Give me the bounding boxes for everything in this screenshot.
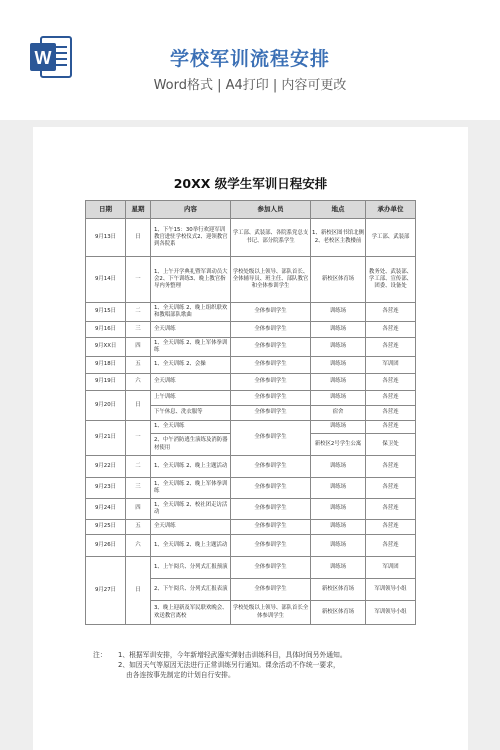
organizer-cell: 军训团 xyxy=(366,357,416,374)
weekday-cell: 一 xyxy=(126,257,151,303)
weekday-cell: 三 xyxy=(126,478,151,499)
location-cell: 宿舍 xyxy=(311,406,366,421)
organizer-cell: 军训团 xyxy=(366,557,416,579)
organizer-cell: 各营连 xyxy=(366,520,416,535)
participants-cell: 全体参训学生 xyxy=(231,557,311,579)
participants-cell: 全体参训学生 xyxy=(231,338,311,357)
weekday-cell: 六 xyxy=(126,535,151,557)
svg-text:W: W xyxy=(34,48,52,68)
location-cell: 新校区2号学生公寓 xyxy=(311,434,366,456)
organizer-cell: 军训领导小组 xyxy=(366,579,416,601)
date-cell: 9月23日 xyxy=(86,478,126,499)
table-row xyxy=(86,374,416,391)
participants-cell: 全体参训学生 xyxy=(231,374,311,391)
date-cell: 9月27日 xyxy=(86,557,126,625)
date-cell: 9月13日 xyxy=(86,219,126,257)
weekday-cell: 二 xyxy=(126,303,151,322)
location-cell: 训练场 xyxy=(311,391,366,406)
table-row xyxy=(86,499,416,520)
content-cell: 1、全天训练 2、晚上主题活动 xyxy=(151,535,231,557)
content-cell: 1、上午开学典礼暨军训动员大会2、下午训练3、晚上教官指导内务整理 xyxy=(151,257,231,303)
content-cell: 1、全天训练 2、晚上主题活动 xyxy=(151,456,231,478)
content-cell: 2、下午阅兵、分列式汇报表演 xyxy=(151,579,231,601)
col-header-date: 日期 xyxy=(86,201,126,219)
date-cell: 9月19日 xyxy=(86,374,126,391)
date-cell: 9月18日 xyxy=(86,357,126,374)
date-cell: 9月22日 xyxy=(86,456,126,478)
page-header xyxy=(0,0,500,120)
table-row xyxy=(86,219,416,257)
table-header-row xyxy=(86,201,416,219)
location-cell: 训练场 xyxy=(311,357,366,374)
content-cell: 全天训练 xyxy=(151,520,231,535)
location-cell: 训练场 xyxy=(311,520,366,535)
organizer-cell: 各营连 xyxy=(366,406,416,421)
date-cell: 9月15日 xyxy=(86,303,126,322)
participants-cell: 全体参训学生 xyxy=(231,406,311,421)
content-cell: 1、全天训练 2、会操 xyxy=(151,357,231,374)
organizer-cell: 各营连 xyxy=(366,535,416,557)
content-cell: 下午休息、洗衣服等 xyxy=(151,406,231,421)
location-cell: 训练场 xyxy=(311,456,366,478)
participants-cell: 全体参训学生 xyxy=(231,579,311,601)
date-cell: 9月XX日 xyxy=(86,338,126,357)
participants-cell: 全体参训学生 xyxy=(231,357,311,374)
weekday-cell: 日 xyxy=(126,391,151,421)
content-cell: 1、全天训练 2、校社团走访活动 xyxy=(151,499,231,520)
table-row xyxy=(86,421,416,434)
col-header-content: 内容 xyxy=(151,201,231,219)
weekday-cell: 日 xyxy=(126,219,151,257)
table-row xyxy=(86,257,416,303)
participants-cell: 学校处级以上领导、部队首长、全体辅导员、班主任、部队教官和全体参训学生 xyxy=(231,257,311,303)
weekday-cell: 日 xyxy=(126,557,151,625)
participants-cell: 学校处级以上领导、部队首长全体参训学生 xyxy=(231,601,311,625)
organizer-cell: 各营连 xyxy=(366,499,416,520)
content-cell: 1、全天训练 2、晚上军体拳训练 xyxy=(151,338,231,357)
document-title: 20XX 级学生军训日程安排 xyxy=(173,176,328,191)
date-cell: 9月20日 xyxy=(86,391,126,421)
weekday-cell: 四 xyxy=(126,338,151,357)
weekday-cell: 四 xyxy=(126,499,151,520)
weekday-cell: 一 xyxy=(126,421,151,456)
col-header-location: 地点 xyxy=(311,201,366,219)
schedule-table xyxy=(85,200,416,625)
date-cell: 9月25日 xyxy=(86,520,126,535)
content-cell: 全天训练 xyxy=(151,322,231,338)
location-cell: 训练场 xyxy=(311,338,366,357)
table-row xyxy=(86,357,416,374)
table-row xyxy=(86,338,416,357)
date-cell: 9月14日 xyxy=(86,257,126,303)
location-cell: 训练场 xyxy=(311,322,366,338)
participants-cell: 全体参训学生 xyxy=(231,322,311,338)
location-cell: 训练场 xyxy=(311,557,366,579)
date-cell: 9月16日 xyxy=(86,322,126,338)
table-row xyxy=(86,478,416,499)
participants-cell: 全体参训学生 xyxy=(231,478,311,499)
content-cell: 1、下午15：30举行欢迎军训教官进驻学校仪式2、迎领教官到各院系 xyxy=(151,219,231,257)
weekday-cell: 三 xyxy=(126,322,151,338)
participants-cell: 全体参训学生 xyxy=(231,535,311,557)
location-cell: 训练场 xyxy=(311,303,366,322)
organizer-cell: 各营连 xyxy=(366,374,416,391)
content-cell: 2、中午消防逃生演练及消防器材使用 xyxy=(151,434,231,456)
content-cell: 1、上午阅兵、分列式汇报预演 xyxy=(151,557,231,579)
organizer-cell: 保卫处 xyxy=(366,434,416,456)
location-cell: 训练场 xyxy=(311,421,366,434)
page-subtitle: Word格式 | A4打印 | 内容可更改 xyxy=(153,78,347,93)
organizer-cell: 各营连 xyxy=(366,303,416,322)
participants-cell: 全体参训学生 xyxy=(231,303,311,322)
notes-section xyxy=(93,650,423,681)
participants-cell: 全体参训学生 xyxy=(231,520,311,535)
content-cell: 上午训练 xyxy=(151,391,231,406)
notes-label: 注： xyxy=(93,651,107,659)
document-page xyxy=(33,127,468,750)
date-cell: 9月24日 xyxy=(86,499,126,520)
table-row xyxy=(86,456,416,478)
participants-cell: 学工部、武装部、各院系党总支书记、部分院系学生 xyxy=(231,219,311,257)
table-row xyxy=(86,303,416,322)
content-cell: 全天训练 xyxy=(151,374,231,391)
location-cell: 新校区体育场 xyxy=(311,579,366,601)
page-title: 学校军训流程安排 xyxy=(169,48,330,70)
participants-cell: 全体参训学生 xyxy=(231,499,311,520)
participants-cell: 全体参训学生 xyxy=(231,421,311,456)
date-cell: 9月26日 xyxy=(86,535,126,557)
organizer-cell: 各营连 xyxy=(366,421,416,434)
organizer-cell: 各营连 xyxy=(366,338,416,357)
table-row xyxy=(86,391,416,406)
participants-cell: 全体参训学生 xyxy=(231,391,311,406)
note-1: 1、根据军训安排，今年新增轻武器实弹射击训练科目，具体时间另外通知。 xyxy=(118,651,347,659)
organizer-cell: 军训领导小组 xyxy=(366,601,416,625)
location-cell: 训练场 xyxy=(311,535,366,557)
location-cell: 训练场 xyxy=(311,374,366,391)
organizer-cell: 各营连 xyxy=(366,456,416,478)
organizer-cell: 教务处、武装部、学工部、宣传部、团委、设备处 xyxy=(366,257,416,303)
content-cell: 1、全天训练 2、晚上军体拳训练 xyxy=(151,478,231,499)
content-cell: 3、晚上迎新及军民联欢晚会、欢送教官离校 xyxy=(151,601,231,625)
col-header-organizer: 承办单位 xyxy=(366,201,416,219)
col-header-weekday: 星期 xyxy=(126,201,151,219)
location-cell: 训练场 xyxy=(311,478,366,499)
location-cell: 1、新校区图书馆北侧2、老校区主教楼前 xyxy=(311,219,366,257)
weekday-cell: 二 xyxy=(126,456,151,478)
table-row xyxy=(86,557,416,579)
content-cell: 1、全天训练 2、晚上组织联欢和教唱部队歌曲 xyxy=(151,303,231,322)
weekday-cell: 五 xyxy=(126,520,151,535)
organizer-cell: 学工部、武装部 xyxy=(366,219,416,257)
location-cell: 新校区体育场 xyxy=(311,257,366,303)
location-cell: 新校区体育场 xyxy=(311,601,366,625)
location-cell: 训练场 xyxy=(311,499,366,520)
participants-cell: 全体参训学生 xyxy=(231,456,311,478)
col-header-participants: 参加人员 xyxy=(231,201,311,219)
table-row xyxy=(86,322,416,338)
note-2: 2、如因天气等原因无法进行正常训练另行通知。课余活动不作统一要求， xyxy=(118,661,340,670)
organizer-cell: 各营连 xyxy=(366,478,416,499)
organizer-cell: 各营连 xyxy=(366,391,416,406)
table-row xyxy=(86,535,416,557)
content-cell: 1、全天训练 xyxy=(151,421,231,434)
note-3: 由各连按事先制定的计划自行安排。 xyxy=(126,671,235,680)
organizer-cell: 各营连 xyxy=(366,322,416,338)
weekday-cell: 六 xyxy=(126,374,151,391)
date-cell: 9月21日 xyxy=(86,421,126,456)
table-row xyxy=(86,520,416,535)
weekday-cell: 五 xyxy=(126,357,151,374)
